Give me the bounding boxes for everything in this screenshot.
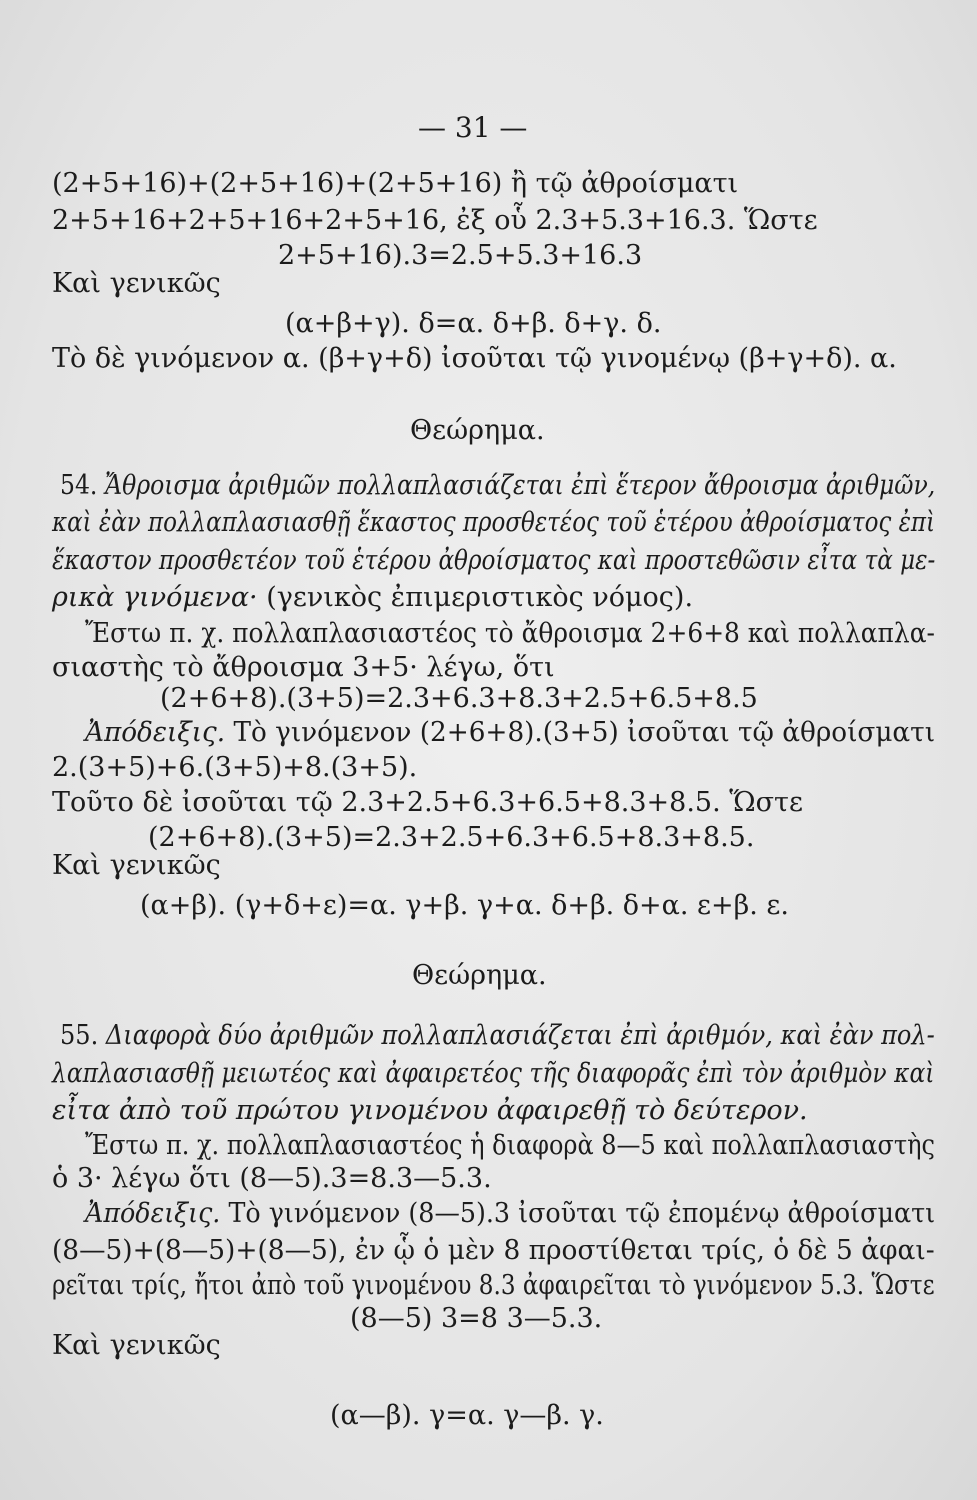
theorem-text: Διαφορὰ δύο ἀριθμῶν πολλαπλασιάζεται ἐπὶ ἀριθμόν, καὶ ἐὰν πολ-	[105, 1020, 935, 1051]
theorem-line: καὶ ἐὰν πολλαπλασιασθῇ ἕκαστος προσθετέος τοῦ ἑτέρου ἀθροίσματος ἐπὶ	[52, 507, 936, 538]
formula-line: (8—5) 3=8 3—5.3.	[350, 1303, 603, 1334]
theorem-number: 54.	[60, 470, 98, 501]
text-line: (2+5+16)+(2+5+16)+(2+5+16) ἢ τῷ ἀθροίσματι	[52, 168, 739, 199]
proof-label: Ἀπόδειξις.	[85, 717, 226, 748]
text-line: Καὶ γενικῶς	[52, 268, 221, 299]
text-line: Τὸ δὲ γινόμενον α. (β+γ+δ) ἰσοῦται τῷ γινομένῳ (β+γ+δ). α.	[52, 343, 897, 374]
text-line: ὁ 3· λέγω ὅτι (8—5).3=8.3—5.3.	[52, 1163, 492, 1194]
text-line: Τοῦτο δὲ ἰσοῦται τῷ 2.3+2.5+6.3+6.5+8.3+8.5. Ὥστε	[52, 787, 803, 818]
theorem-line	[60, 1020, 935, 1052]
theorem-line: ἕκαστον προσθετέον τοῦ ἑτέρου ἀθροίσματος καὶ προστεθῶσιν εἶτα τὰ με-	[52, 545, 936, 576]
theorem-note: (γενικὸς ἐπιμεριστικὸς νόμος).	[266, 582, 694, 613]
section-heading: Θεώρημα.	[410, 415, 545, 446]
text-line: 2+5+16+2+5+16+2+5+16, ἐξ οὗ 2.3+5.3+16.3. Ὥστε	[52, 205, 818, 236]
formula-line: (2+6+8).(3+5)=2.3+2.5+6.3+6.5+8.3+8.5.	[148, 822, 755, 853]
proof-line	[85, 1198, 935, 1230]
text-line: ρεῖται τρίς, ἤτοι ἀπὸ τοῦ γινομένου 8.3 ἀφαιρεῖται τὸ γινόμενον 5.3. Ὥστε	[52, 1270, 935, 1301]
text-line: Ἔστω π. χ. πολλαπλασιαστέος ἡ διαφορὰ 8—5 καὶ πολλαπλασιαστὴς	[85, 1130, 935, 1161]
theorem-text: Ἄθροισμα ἀριθμῶν πολλαπλασιάζεται ἐπὶ ἕτερον ἄθροισμα ἀριθμῶν,	[104, 470, 936, 501]
formula-line: (α—β). γ=α. γ—β. γ.	[330, 1400, 604, 1431]
proof-text: Τὸ γινόμενον (8—5).3 ἰσοῦται τῷ ἐπομένῳ ἀθροίσματι	[228, 1198, 936, 1229]
theorem-line: λαπλασιασθῇ μειωτέος καὶ ἀφαιρετέος τῆς διαφορᾶς ἐπὶ τὸν ἀριθμὸν καὶ	[52, 1058, 935, 1089]
formula-line: (α+β+γ). δ=α. δ+β. δ+γ. δ.	[285, 308, 662, 339]
theorem-number: 55.	[60, 1020, 99, 1051]
text-line: Καὶ γενικῶς	[52, 850, 221, 881]
section-heading: Θεώρημα.	[412, 960, 547, 991]
text-line: 2.(3+5)+6.(3+5)+8.(3+5).	[52, 752, 418, 783]
formula-line: (α+β). (γ+δ+ε)=α. γ+β. γ+α. δ+β. δ+α. ε+β. ε.	[140, 890, 789, 921]
text-line: (8—5)+(8—5)+(8—5), ἐν ᾧ ὁ μὲν 8 προστίθεται τρίς, ὁ δὲ 5 ἀφαι-	[52, 1235, 935, 1266]
proof-text: Τὸ γινόμενον (2+6+8).(3+5) ἰσοῦται τῷ ἀθροίσματι	[233, 717, 936, 748]
theorem-text: ρικὰ γινόμενα·	[52, 582, 258, 613]
theorem-line	[52, 582, 693, 614]
proof-line	[85, 717, 935, 749]
theorem-line: εἶτα ἀπὸ τοῦ πρώτου γινομένου ἀφαιρεθῇ τὸ δεύτερον.	[52, 1095, 808, 1126]
theorem-line	[60, 470, 935, 502]
formula-line: (2+6+8).(3+5)=2.3+6.3+8.3+2.5+6.5+8.5	[160, 683, 758, 714]
proof-label: Ἀπόδειξις.	[85, 1198, 221, 1229]
page-number: — 31 —	[418, 111, 528, 144]
text-line: σιαστὴς τὸ ἄθροισμα 3+5· λέγω, ὅτι	[52, 652, 555, 683]
text-line: 2+5+16).3=2.5+5.3+16.3	[278, 240, 643, 271]
text-line: Ἔστω π. χ. πολλαπλασιαστέος τὸ ἄθροισμα 2+6+8 καὶ πολλαπλα-	[85, 618, 935, 649]
text-line: Καὶ γενικῶς	[52, 1330, 221, 1361]
